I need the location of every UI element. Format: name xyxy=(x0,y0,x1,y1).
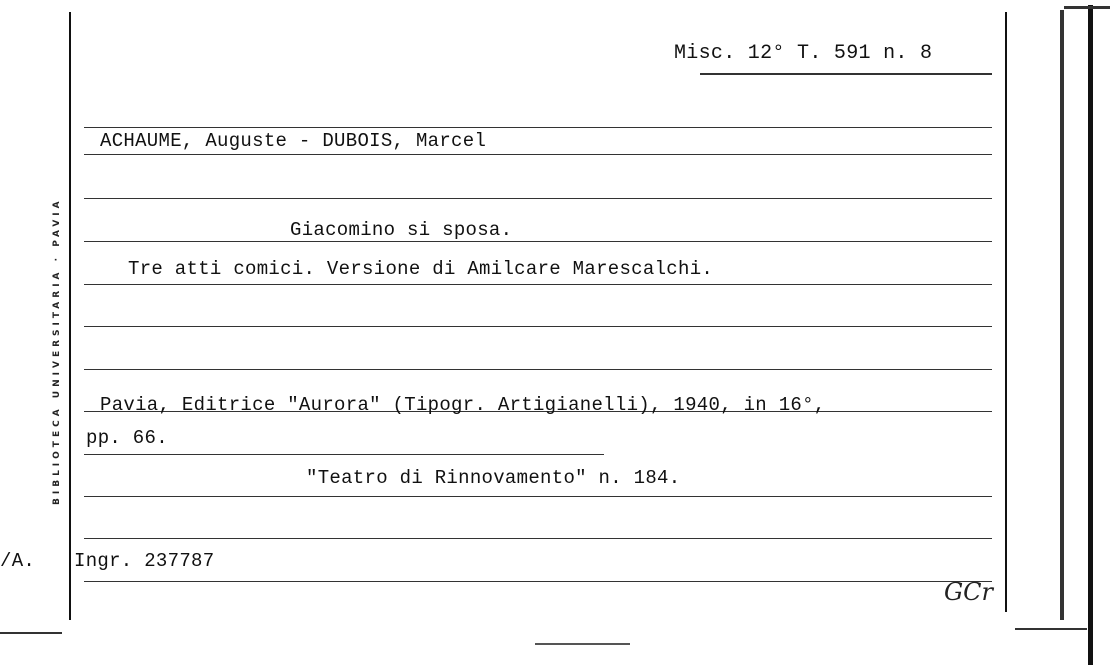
rule-line xyxy=(84,538,992,539)
subtitle: Tre atti comici. Versione di Amilcare Marescalchi. xyxy=(128,258,714,280)
rule-line xyxy=(84,581,992,582)
card-edge-bottom-left xyxy=(0,632,62,634)
rule-line xyxy=(84,326,992,327)
rule-line xyxy=(84,284,992,285)
rule-line xyxy=(84,369,992,370)
card-edge-bottom-mid xyxy=(535,643,630,645)
accession-number: Ingr. 237787 xyxy=(74,550,215,572)
publication: Pavia, Editrice "Aurora" (Tipogr. Artigianelli), 1940, in 16°, xyxy=(100,394,826,416)
card-edge-right xyxy=(1060,10,1064,620)
left-margin-rule xyxy=(69,12,71,620)
left-margin-note: /A. xyxy=(0,550,36,572)
card-edge-bottom-right xyxy=(1015,628,1087,630)
shelfmark-underline xyxy=(700,73,992,75)
right-margin-rule xyxy=(1005,12,1007,612)
rule-line xyxy=(84,241,992,242)
rule-line xyxy=(84,127,992,128)
card-edge-top xyxy=(1064,6,1110,9)
pages: pp. 66. xyxy=(86,427,168,449)
rule-line xyxy=(84,454,604,455)
rule-line xyxy=(84,154,992,155)
handwritten-initials: GCr xyxy=(944,578,994,606)
rule-line xyxy=(84,496,992,497)
title: Giacomino si sposa. xyxy=(290,219,513,241)
series: "Teatro di Rinnovamento" n. 184. xyxy=(306,467,681,489)
rule-line xyxy=(84,198,992,199)
shelfmark: Misc. 12° T. 591 n. 8 xyxy=(674,42,933,65)
library-stamp: BIBLIOTECA UNIVERSITARIA · PAVIA xyxy=(52,197,62,505)
card-edge-far-right xyxy=(1088,5,1093,665)
authors: ACHAUME, Auguste - DUBOIS, Marcel xyxy=(100,130,487,152)
